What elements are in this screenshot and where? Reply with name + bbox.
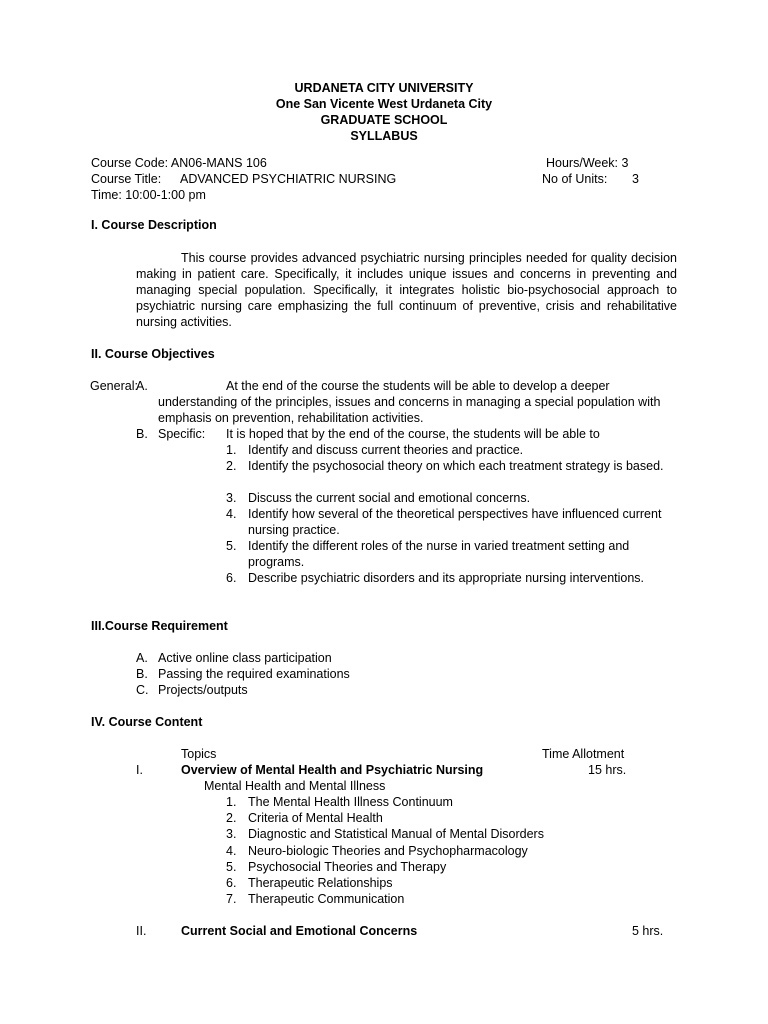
time-label: Time: — [91, 188, 122, 202]
general-objective — [90, 378, 668, 426]
specific-text: It is hoped that by the end of the course, the students will be able to — [226, 427, 600, 441]
units-label: No of Units: — [542, 172, 608, 186]
topic-item: Neuro-biologic Theories and Psychopharmacology — [248, 844, 528, 858]
topic-item: Psychosocial Theories and Therapy — [248, 860, 447, 874]
requirement-item: Active online class participation — [158, 651, 332, 665]
course-code-label: Course Code: — [91, 156, 169, 170]
topic-number: 7. — [226, 892, 237, 906]
topic-number: 6. — [226, 876, 237, 890]
topics-header: Topics — [181, 747, 217, 761]
topic-item: Therapeutic Relationships — [248, 876, 393, 890]
course-description-heading: I. Course Description — [91, 218, 217, 232]
unit-subtitle: Mental Health and Mental Illness — [204, 779, 386, 793]
topic-number: 2. — [226, 811, 237, 825]
objective-number: 1. — [226, 443, 237, 457]
unit-hours: 15 hrs. — [588, 763, 627, 777]
objective-item: Identify the different roles of the nurse in varied treatment setting and programs. — [248, 539, 630, 569]
course-description-body: This course provides advanced psychiatric nursing principles needed for quality decision making in patient care. Specifically, it includes unique issues and concerns in preventing and managing special population. Specifically, it integrates holistic bio-psychosocial approach to psychiatric nursing care emphasizing the full continuum of preventive, crisis and rehabilitative nursing activities. — [136, 251, 677, 329]
topic-number: 4. — [226, 844, 237, 858]
document-type: SYLLABUS — [350, 129, 418, 143]
unit-title: Overview of Mental Health and Psychiatric Nursing — [181, 763, 484, 777]
course-title-label: Course Title: — [91, 172, 162, 186]
hours-per-week — [546, 155, 628, 171]
time-value: 10:00-1:00 pm — [125, 188, 206, 202]
course-code — [91, 155, 267, 171]
general-text: At the end of the course the students will be able to develop a deeper understanding of the principles, issues and concerns in managing a special population with emphasis on prevention, rehabilitation activities. — [158, 379, 661, 425]
unit-title: Current Social and Emotional Concerns — [181, 924, 418, 938]
objective-item: Discuss the current social and emotional concerns. — [248, 491, 531, 505]
course-requirement-heading: III.Course Requirement — [91, 619, 228, 633]
unit-hours: 5 hrs. — [632, 924, 664, 938]
objective-number: 4. — [226, 507, 237, 521]
course-objectives-heading: II. Course Objectives — [91, 347, 215, 361]
school-name: GRADUATE SCHOOL — [320, 113, 448, 127]
hours-label: Hours/Week: — [546, 156, 619, 170]
objective-number: 2. — [226, 459, 237, 473]
requirement-item: Passing the required examinations — [158, 667, 350, 681]
general-marker: A. — [136, 379, 148, 393]
specific-marker: B. — [136, 427, 148, 441]
requirement-marker: A. — [136, 651, 148, 665]
topic-item: Diagnostic and Statistical Manual of Mental Disorders — [248, 827, 544, 841]
objective-number: 5. — [226, 539, 237, 553]
unit-numeral: II. — [136, 924, 147, 938]
topic-item: Criteria of Mental Health — [248, 811, 383, 825]
requirement-marker: C. — [136, 683, 149, 697]
topic-number: 5. — [226, 860, 237, 874]
objective-item: Describe psychiatric disorders and its appropriate nursing interventions. — [248, 571, 645, 585]
requirement-item: Projects/outputs — [158, 683, 248, 697]
objective-number: 6. — [226, 571, 237, 585]
objective-item: Identify the psychosocial theory on which each treatment strategy is based. — [248, 459, 664, 473]
unit-numeral: I. — [136, 763, 143, 777]
course-code-value: AN06-MANS 106 — [170, 156, 267, 170]
units-value: 3 — [632, 172, 639, 186]
university-name: URDANETA CITY UNIVERSITY — [294, 81, 474, 95]
topic-item: Therapeutic Communication — [248, 892, 405, 906]
time-allotment-header: Time Allotment — [542, 747, 625, 761]
topic-number: 1. — [226, 795, 237, 809]
course-content-heading: IV. Course Content — [91, 715, 203, 729]
hours-value: 3 — [621, 156, 629, 170]
course-time — [91, 187, 206, 203]
topic-item: The Mental Health Illness Continuum — [248, 795, 453, 809]
specific-label: Specific: — [158, 427, 206, 441]
university-address: One San Vicente West Urdaneta City — [275, 97, 493, 111]
requirement-marker: B. — [136, 667, 148, 681]
objective-number: 3. — [226, 491, 237, 505]
topic-number: 3. — [226, 827, 237, 841]
objective-item: Identify how several of the theoretical perspectives have influenced current nursing practice. — [248, 507, 662, 537]
general-label: General: — [90, 379, 138, 393]
course-title-value: ADVANCED PSYCHIATRIC NURSING — [180, 172, 397, 186]
objective-item: Identify and discuss current theories and practice. — [248, 443, 524, 457]
